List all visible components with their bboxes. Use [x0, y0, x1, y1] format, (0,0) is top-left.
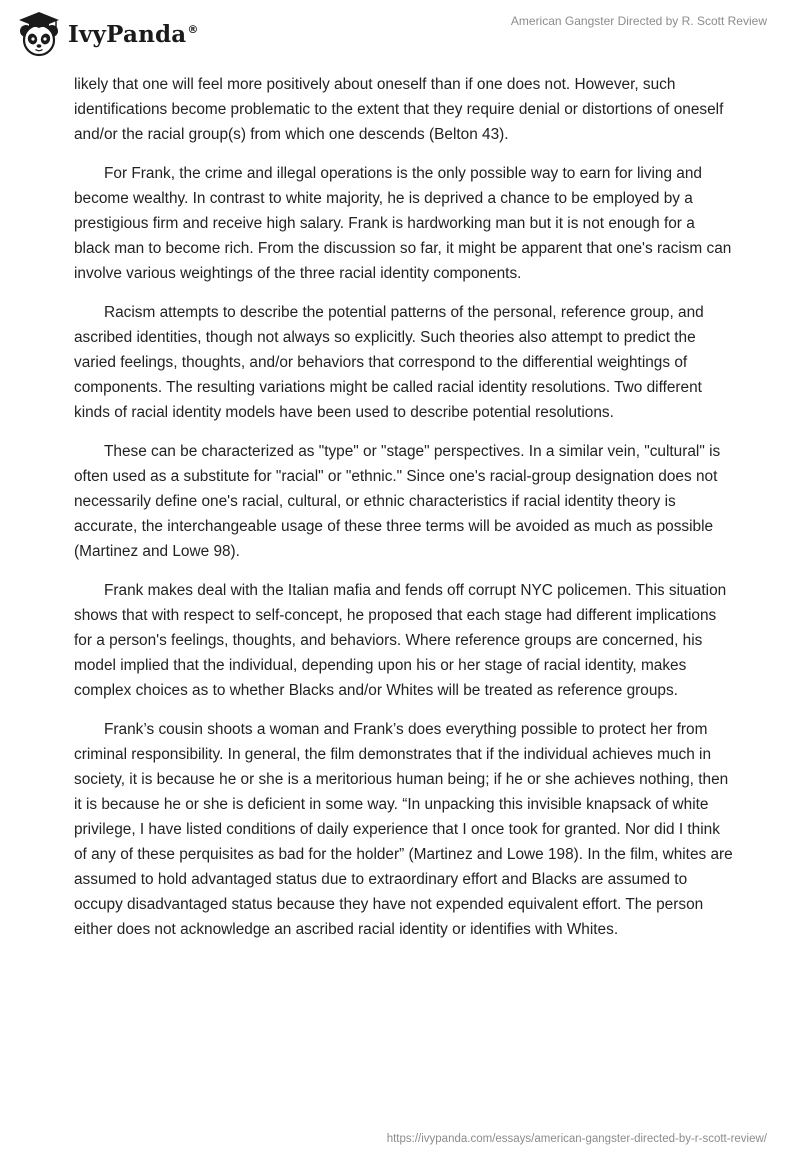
ivypanda-logo[interactable] — [14, 9, 199, 59]
document-title: American Gangster Directed by R. Scott Review — [510, 14, 767, 28]
source-url[interactable]: https://ivypanda.com/essays/american-gangster-directed-by-r-scott-review/ — [386, 1133, 767, 1145]
page-header — [0, 0, 800, 70]
brand-name: IvyPanda® — [68, 20, 199, 48]
paragraph: likely that one will feel more positively about oneself than if one does not. However, such identifications become problematic to the extent that they require denial or distortions of oneself and/or the racial group(s) from which one descends (Belton 43). — [74, 76, 724, 143]
essay-body — [74, 72, 734, 956]
paragraph: Frank makes deal with the Italian mafia and fends off corrupt NYC policemen. This situation shows that with respect to self-concept, he proposed that each stage had different implications for a person's feelings, thoughts, and behaviors. Where reference groups are concerned, his model implied that the individual, depending upon his or her stage of racial identity, makes complex choices as to whether Blacks and/or Whites will be treated as reference groups. — [74, 582, 727, 699]
paragraph: Racism attempts to describe the potential patterns of the personal, reference group, and ascribed identities, though not always so explicitly. Such theories also attempt to predict the varied feelings, thoughts, and/or behaviors that correspond to the differential weightings of components. The resulting variations might be called racial identity resolutions. Two different kinds of racial identity models have been used to describe potential resolutions. — [74, 304, 704, 421]
panda-graduation-cap-icon — [14, 9, 64, 59]
registered-mark: ® — [187, 22, 199, 36]
paragraph: These can be characterized as "type" or "stage" perspectives. In a similar vein, "cultural" is often used as a substitute for "racial" or "ethnic." Since one's racial-group designation does not necessarily define one's racial, cultural, or ethnic characteristics if racial identity theory is accurate, the interchangeable usage of these three terms will be avoided as much as possible (Martinez and Lowe 98). — [74, 443, 721, 560]
paragraph: Frank’s cousin shoots a woman and Frank’s does everything possible to protect her from criminal responsibility. In general, the film demonstrates that if the individual achieves much in society, it is because he or she is a meritorious human being; if he or she achieves nothing, then it is because he or she is deficient in some way. “In unpacking this invisible knapsack of white privilege, I have listed conditions of daily experience that I once took for granted. Nor did I think of any of these perquisites as bad for the holder” (Martinez and Lowe 198). In the film, whites are assumed to hold advantaged status due to extraordinary effort and Blacks are assumed to occupy disadvantaged status because they have not expended equivalent effort. The person either does not acknowledge an ascribed racial identity or identifies with Whites. — [74, 721, 733, 938]
paragraph: For Frank, the crime and illegal operations is the only possible way to earn for living and become wealthy. In contrast to white majority, he is deprived a chance to be employed by a prestigious firm and receive high salary. Frank is hardworking man but it is not enough for a black man to become rich. From the discussion so far, it might be apparent that one's racism can involve various weightings of the three racial identity components. — [74, 165, 732, 282]
